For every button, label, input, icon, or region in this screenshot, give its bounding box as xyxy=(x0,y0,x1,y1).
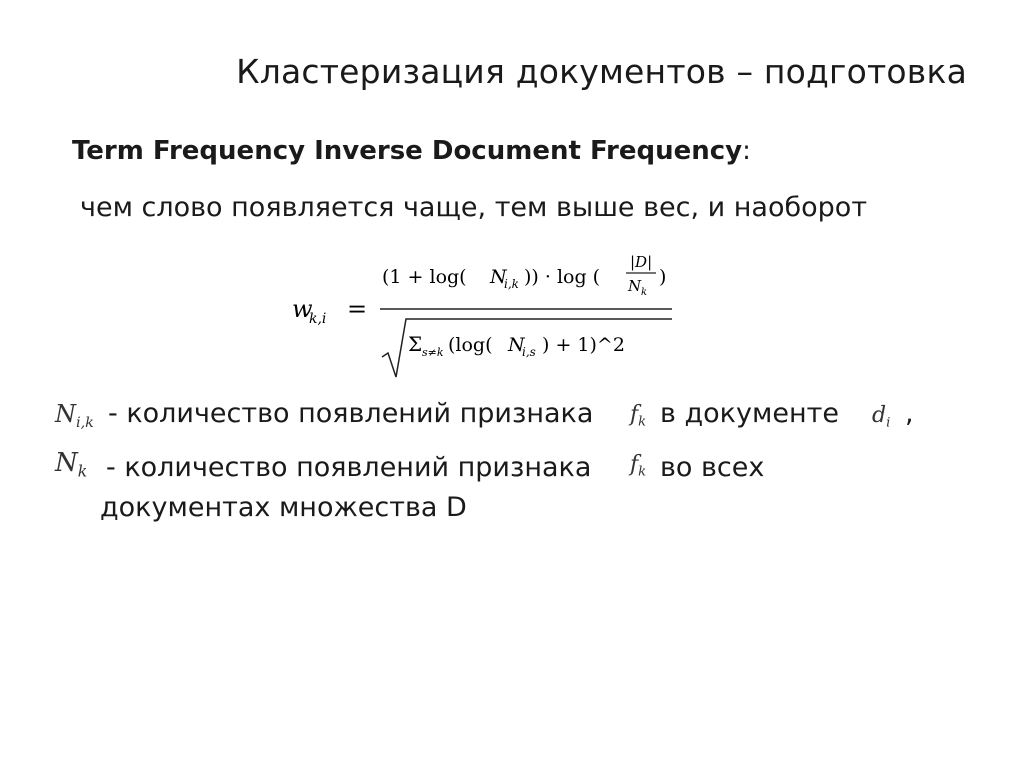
definition-1-comma: , xyxy=(905,398,914,429)
definition-1-text-2: в документе xyxy=(660,398,839,429)
numerator-close-log: )) · log ( xyxy=(524,266,601,288)
slide-title: Кластеризация документов – подготовка xyxy=(236,52,967,91)
tfidf-formula xyxy=(292,245,672,380)
definition-2-text-2: во всех xyxy=(660,452,765,483)
numerator-n: N xyxy=(490,266,507,288)
denominator-close: ) + 1)^2 xyxy=(542,334,625,356)
denominator-n-sub: i,s xyxy=(522,345,536,359)
symbol-d-i xyxy=(872,403,890,431)
denominator-n: N xyxy=(508,334,525,356)
formula-lhs: w xyxy=(292,295,313,323)
symbol-n-ik-base: N xyxy=(55,400,76,428)
symbol-n-k-sub: k xyxy=(77,462,88,481)
frac-denominator-sub: k xyxy=(641,287,648,298)
symbol-f-k xyxy=(630,402,646,430)
formula-equals: = xyxy=(347,295,368,323)
definition-2-line-2: документах множества D xyxy=(100,492,467,523)
symbol-n-ik xyxy=(55,400,94,431)
description-line: чем слово появляется чаще, тем выше вес, и наоборот xyxy=(80,192,868,223)
slide-subtitle xyxy=(72,136,751,166)
subtitle-text: Term Frequency Inverse Document Frequency xyxy=(72,136,743,166)
symbol-n-k-base: N xyxy=(55,448,78,478)
numerator-close: ) xyxy=(659,266,667,288)
frac-denominator: N xyxy=(628,277,642,295)
denominator-open: (log( xyxy=(448,334,493,356)
definition-2-text: - количество появлений признака xyxy=(106,452,592,483)
symbol-f-k-2-sub: k xyxy=(638,464,647,480)
symbol-n-ik-sub: i,k xyxy=(76,415,94,432)
symbol-d-i-sub: i xyxy=(886,415,891,431)
symbol-f-k-2-base: f xyxy=(630,452,639,477)
denominator-sum: Σ xyxy=(408,332,423,356)
numerator-n-sub: i,k xyxy=(504,277,519,291)
numerator-open: (1 + log( xyxy=(382,266,467,288)
formula-svg xyxy=(292,245,672,380)
symbol-d-i-base: d xyxy=(872,403,887,428)
definition-1-text: - количество появлений признака xyxy=(108,398,594,429)
symbol-f-k-2 xyxy=(630,452,646,480)
frac-numerator: |D| xyxy=(630,253,653,271)
symbol-f-k-sub: k xyxy=(638,414,647,430)
symbol-n-k xyxy=(55,448,87,480)
denominator-sum-sub: s≠k xyxy=(422,346,444,359)
symbol-f-k-base: f xyxy=(630,402,639,427)
formula-lhs-sub: k,i xyxy=(309,311,327,327)
subtitle-colon: : xyxy=(742,136,751,166)
